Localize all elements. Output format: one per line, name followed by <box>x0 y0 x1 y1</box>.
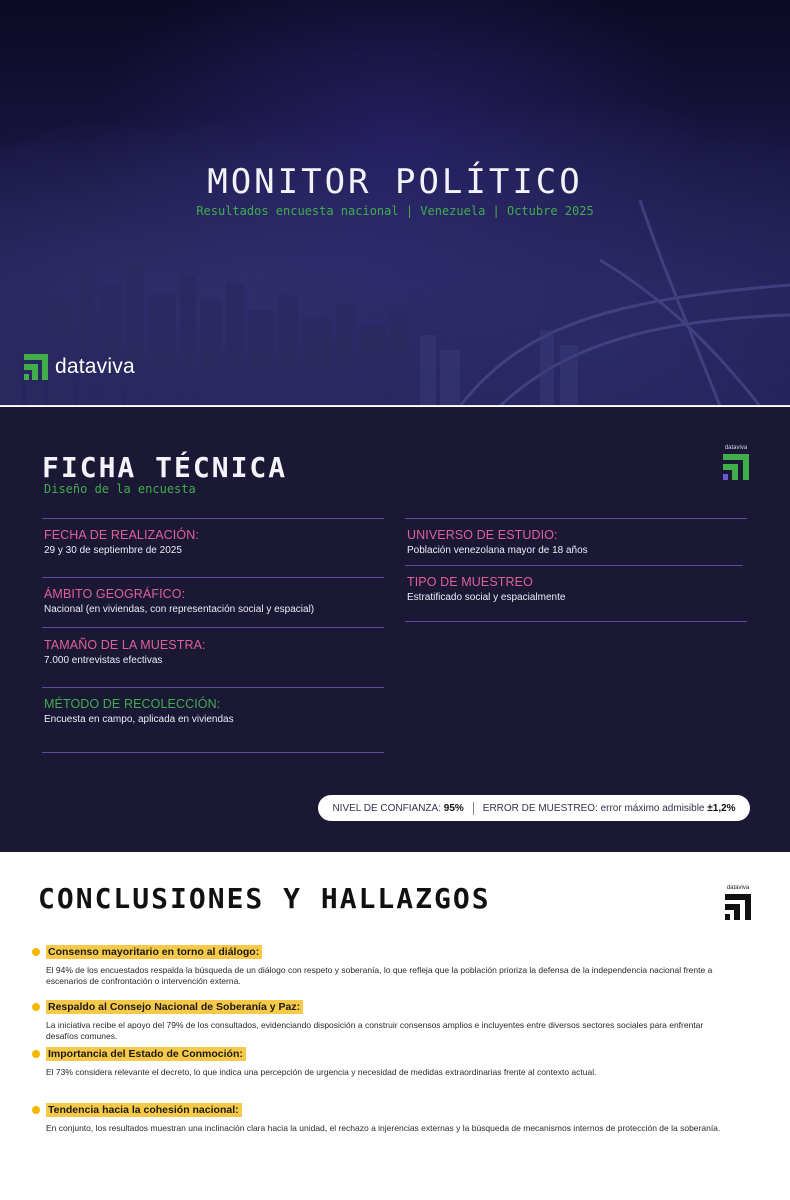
finding-text: La iniciativa recibe el apoyo del 79% de los consultados, evidenciando disposición a construir consensos amplios e incluyentes entre diversos sectores sociales para enfrentar desafíos comunes. <box>46 1020 704 1041</box>
confidence-value: 95% <box>443 802 464 814</box>
divider <box>405 621 747 622</box>
section-title: FICHA TÉCNICA <box>42 451 288 484</box>
field-value: Nacional (en viviendas, con representación social y espacial) <box>44 604 315 615</box>
section-subtitle: Diseño de la encuesta <box>44 482 196 496</box>
field-universo <box>407 528 588 556</box>
finding-item <box>32 945 732 987</box>
field-value: 29 y 30 de septiembre de 2025 <box>44 545 182 556</box>
divider <box>42 518 384 519</box>
confidence-error-badge <box>318 795 750 821</box>
field-ambito <box>44 587 314 615</box>
logo-label: dataviva <box>724 445 748 451</box>
dataviva-small-logo <box>724 885 752 925</box>
field-value: Población venezolana mayor de 18 años <box>407 545 588 556</box>
divider <box>42 752 384 753</box>
conclusions-section <box>0 852 790 1200</box>
field-label: FECHA DE REALIZACIÓN: <box>44 528 199 542</box>
field-label: TAMAÑO DE LA MUESTRA: <box>44 638 206 652</box>
separator <box>473 802 474 815</box>
bullet-icon <box>32 1003 40 1011</box>
field-value: 7.000 entrevistas efectivas <box>44 655 163 666</box>
divider <box>42 627 384 628</box>
field-label: MÉTODO DE RECOLECCIÓN: <box>44 697 221 711</box>
dataviva-mark-icon <box>24 354 48 380</box>
report-title: MONITOR POLÍTICO <box>207 162 583 202</box>
field-label: UNIVERSO DE ESTUDIO: <box>407 528 558 542</box>
divider <box>0 405 790 406</box>
bullet-icon <box>32 1106 40 1114</box>
dataviva-small-logo <box>722 445 750 485</box>
field-tamano <box>44 638 206 666</box>
finding-heading: Consenso mayoritario en torno al diálogo: <box>46 945 262 959</box>
finding-item <box>32 1047 732 1078</box>
finding-heading: Importancia del Estado de Conmoción: <box>46 1047 246 1061</box>
dataviva-mark-icon <box>723 454 749 480</box>
divider <box>42 577 384 578</box>
bullet-icon <box>32 948 40 956</box>
confidence-label: NIVEL DE CONFIANZA: <box>332 802 441 814</box>
finding-text: En conjunto, los resultados muestran una inclinación clara hacia la unidad, el rechazo a injerencias externas y la búsqueda de mecanismos internos de protección de la soberanía. <box>46 1123 721 1133</box>
dataviva-logo <box>24 354 135 380</box>
bullet-icon <box>32 1050 40 1058</box>
section-title: CONCLUSIONES Y HALLAZGOS <box>38 882 491 915</box>
finding-item <box>32 1103 732 1134</box>
divider <box>405 518 747 519</box>
finding-heading: Tendencia hacia la cohesión nacional: <box>46 1103 242 1117</box>
city-skyline-image <box>0 0 790 406</box>
field-label: ÁMBITO GEOGRÁFICO: <box>44 587 186 601</box>
logo-label: dataviva <box>726 885 750 891</box>
divider <box>405 565 743 566</box>
finding-heading: Respaldo al Consejo Nacional de Soberanía y Paz: <box>46 1000 303 1014</box>
field-muestreo <box>407 575 565 603</box>
report-subtitle: Resultados encuesta nacional | Venezuela | Octubre 2025 <box>196 204 594 218</box>
technical-sheet <box>0 407 790 852</box>
error-value: ±1,2% <box>707 802 736 814</box>
field-metodo <box>44 697 234 725</box>
field-label: TIPO DE MUESTREO <box>407 575 533 589</box>
brand-name: dataviva <box>55 355 135 378</box>
dataviva-mark-icon <box>725 894 751 920</box>
finding-item <box>32 1000 732 1042</box>
field-fecha <box>44 528 199 556</box>
field-value: Estratificado social y espacialmente <box>407 592 566 603</box>
error-label: ERROR DE MUESTREO: error máximo admisible <box>482 802 705 814</box>
divider <box>42 687 384 688</box>
field-value: Encuesta en campo, aplicada en viviendas <box>44 714 234 725</box>
finding-text: El 94% de los encuestados respalda la búsqueda de un diálogo con respeto y soberanía, lo que refleja que la población prioriza la defensa de la independencia nacional frente a escenarios de confrontación o intervención externa. <box>46 965 713 986</box>
hero-banner <box>0 0 790 406</box>
finding-text: El 73% considera relevante el decreto, lo que indica una percepción de urgencia y necesidad de medidas extraordinarias frente al contexto actual. <box>46 1067 597 1077</box>
